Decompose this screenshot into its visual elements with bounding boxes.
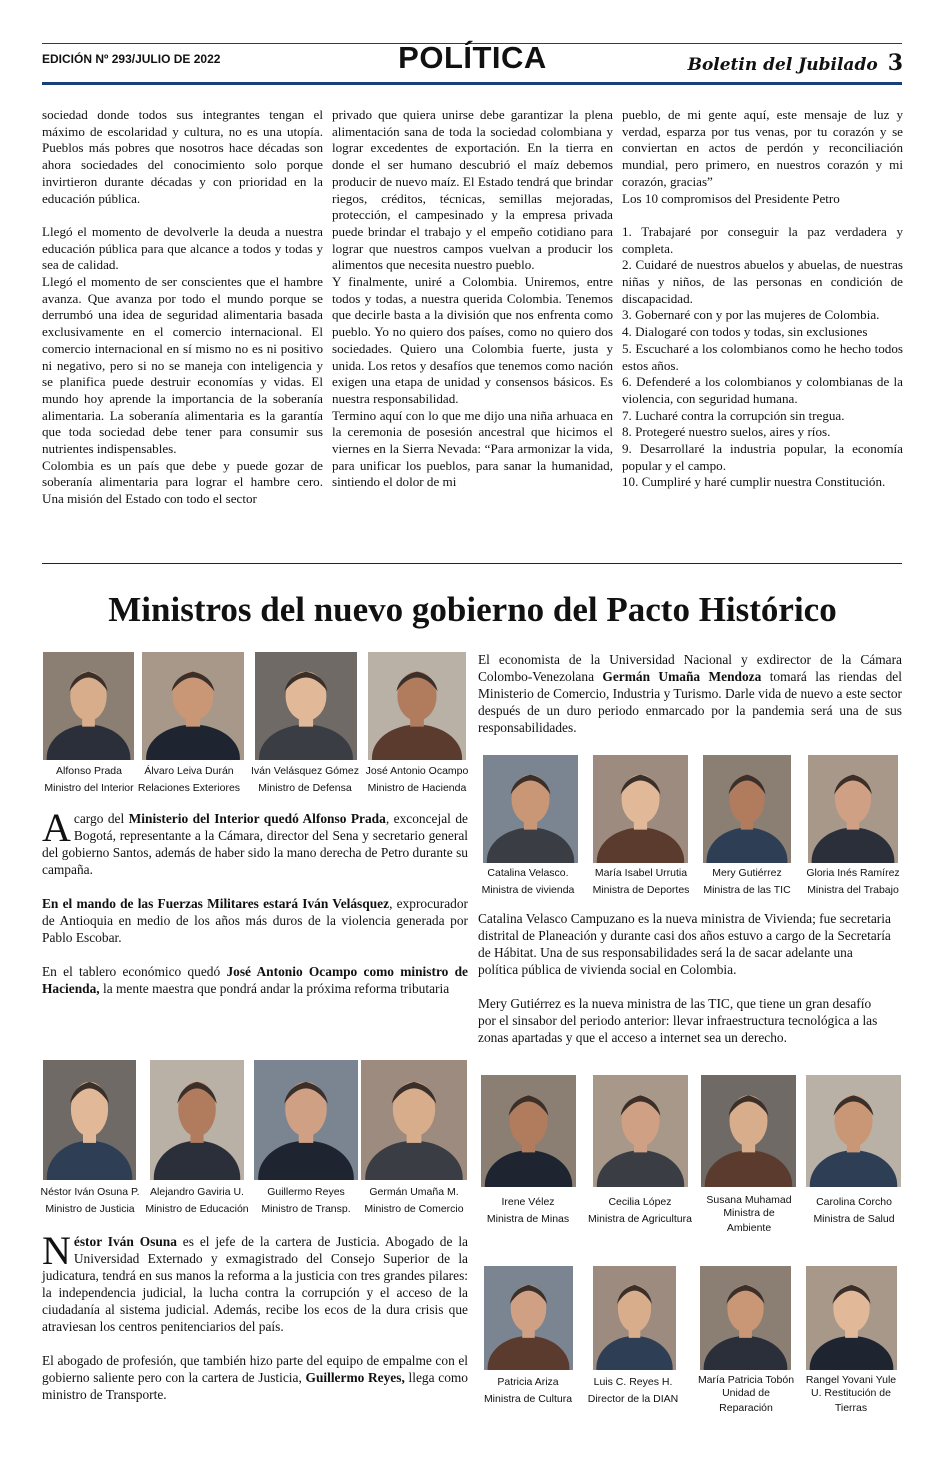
person-silhouette-icon (808, 755, 898, 863)
portrait-photo (703, 755, 791, 863)
portrait-caption (690, 1194, 808, 1237)
person-silhouette-icon (593, 1075, 688, 1187)
minister-role: Ministro de Educación (145, 1203, 249, 1215)
commitment-item: 10. Cumpliré y haré cumplir nuestra Constitución. (622, 474, 886, 490)
minister-role: Ministro de Defensa (258, 782, 352, 794)
minister-name: Iván Velásquez Gómez (251, 765, 359, 777)
person-silhouette-icon (43, 652, 134, 760)
drop-cap: A (42, 805, 71, 850)
portrait-photo (593, 755, 688, 863)
person-silhouette-icon (806, 1075, 901, 1187)
minister-role: Ministra de Deportes (592, 884, 690, 896)
portrait-photo (254, 1060, 358, 1180)
portrait-photo (43, 652, 134, 760)
minister-name: Mery Gutiérrez (712, 867, 782, 879)
minister-name: Guillermo Reyes (267, 1186, 345, 1198)
minister-name: Álvaro Leiva Durán (144, 765, 234, 777)
portrait-photo (142, 652, 244, 760)
portrait-photo (701, 1075, 796, 1187)
portrait-caption (246, 1184, 366, 1218)
commitments-title: Los 10 compromisos del Presidente Petro (622, 190, 840, 206)
minister-name: Patricia Ariza (497, 1376, 559, 1388)
minister-name: Irene Vélez (501, 1196, 555, 1208)
person-silhouette-icon (142, 652, 244, 760)
portrait-caption (140, 1184, 254, 1218)
left-bottom-text (42, 1228, 469, 1403)
headline: Ministros del nuevo gobierno del Pacto Histórico (108, 590, 837, 629)
section-title: POLÍTICA (398, 40, 547, 75)
portrait-caption (582, 865, 700, 899)
left-mid-text (42, 805, 468, 997)
minister-name: Germán Umaña M. (369, 1186, 459, 1198)
minister-role: Director de la DIAN (587, 1393, 679, 1405)
minister-role: Relaciones Exteriores (137, 782, 241, 794)
person-silhouette-icon (703, 755, 791, 863)
minister-name: Susana Muhamad (706, 1194, 792, 1206)
portrait-caption (580, 1194, 700, 1228)
minister-role: Ministro de Transp. (261, 1203, 351, 1215)
person-silhouette-icon (368, 652, 466, 760)
portrait-caption (30, 1184, 150, 1218)
portrait-caption (360, 1184, 468, 1218)
person-silhouette-icon (483, 755, 578, 863)
paper-name (688, 50, 903, 76)
person-silhouette-icon (701, 1075, 796, 1187)
portrait-photo (806, 1266, 897, 1370)
minister-role: Ministro de Hacienda (367, 782, 467, 794)
portrait-photo (361, 1060, 467, 1180)
minister-role: Ministro del Interior (44, 782, 134, 794)
portrait-photo (593, 1266, 676, 1370)
paragraph: El abogado de profesión, que también hizo parte del equipo de empalme con el gobierno saliente pero con la cartera de Justicia, Guillermo Reyes, llega como ministro de Transporte. (42, 1353, 469, 1402)
portrait-caption (470, 1374, 586, 1408)
minister-role: Ministra de Salud (813, 1213, 895, 1225)
portrait-photo (481, 1075, 576, 1187)
portrait-photo (255, 652, 357, 760)
minister-name: María Patricia Tobón (697, 1374, 795, 1386)
minister-role: Ministra de Minas (486, 1213, 570, 1225)
article-column-1 (42, 107, 323, 508)
minister-name: Gloria Inés Ramírez (806, 867, 900, 879)
portrait-caption (470, 1194, 586, 1228)
paragraph: El economista de la Universidad Nacional y exdirector de la Cámara Colombo-Venezolana Germán Umaña Mendoza tomará las riendas del Ministerio de Comercio, Industria y Turismo. Darle vida de nuevo a este sector después de un duro periodo enmarcado por la pandemia será una de sus responsabilidades. (478, 652, 902, 735)
minister-role: Ministro de Comercio (364, 1203, 464, 1215)
person-silhouette-icon (806, 1266, 897, 1370)
paper-title: Boletin del Jubilado (687, 55, 878, 75)
portrait-caption (577, 1374, 689, 1408)
person-silhouette-icon (150, 1060, 244, 1180)
minister-role-line2: Reparación (719, 1402, 773, 1414)
minister-name: Carolina Corcho (816, 1196, 892, 1208)
minister-role: Ministra de Agricultura (588, 1213, 692, 1225)
portrait-caption (352, 763, 482, 797)
minister-name: Luis C. Reyes H. (593, 1376, 673, 1388)
header-bottom-rule (42, 82, 902, 85)
paragraph: pueblo, de mi gente aquí, este mensaje de luz y verdad, esparza por tus venas, por tu corazón y se conviertan en actos de perdón y reconciliación mundial, pero primero, en nuestros corazón y mi corazón, gracias” (622, 107, 903, 189)
article-column-2 (332, 107, 613, 491)
paragraph: sociedad donde todos sus integrantes tengan el máximo de escolaridad y cultura, no es una utopía. Pueblos más pobres que nosotros hace décadas son ahora sociedades del conocimiento solo porque invirtieron durante décadas y con prioridad en la educación pública. (42, 107, 323, 206)
person-silhouette-icon (484, 1266, 573, 1370)
minister-role-line2: Tierras (834, 1402, 868, 1414)
commitment-item: 6. Defenderé a los colombianos y colombianas de la violencia, con seguridad humana. (622, 374, 903, 406)
section-divider (42, 563, 902, 564)
portrait-photo (484, 1266, 573, 1370)
commitment-item: 7. Lucharé contra la corrupción sin tregua. (622, 407, 845, 423)
portrait-caption (462, 865, 594, 899)
paragraph: Mery Gutiérrez es la nueva ministra de las TIC, que tiene un gran desafío por el sinsabor del periodo anterior: llevar infraestructura tecnológica a las zonas apartadas y que el acceso a internet sea un derecho. (478, 996, 878, 1045)
paragraph: Termino aquí con lo que me dijo una niña arhuaca en la ceremonia de posesión ancestral que hicimos el viernes en la Sierra Nevada: “Para armonizar la vida, para unificar los pueblos, para sanar la humanidad, sintiendo el dolor de mi (332, 407, 613, 490)
portrait-photo (483, 755, 578, 863)
commitment-item: 3. Gobernaré con y por las mujeres de Colombia. (622, 307, 880, 323)
portrait-caption (800, 1194, 908, 1228)
paragraph: Y finalmente, uniré a Colombia. Uniremos, entre todos y todas, a nuestra querida Colombia. Tenemos que decirle basta a la división que nos enfrenta como pueblo. Yo no quiero dos países, como no quiero dos sociedades. Quiero una Colombia fuerte, justa y unida. Los retos y desafíos que tenemos como nación exigen una etapa de unidad y consensos básicos. Es nuestra responsabilidad. (332, 274, 613, 406)
paragraph: privado que quiera unirse debe garantizar la plena alimentación sana de toda la sociedad colombiana y lograr excedentes de exportación. En la tierra en donde el ser humano descubrió el maíz debemos producir de nuevo maíz. El Estado tendrá que brindar riegos, créditos, técnicas, semillas mejoradas, protección, el campesinado y la empresa privada puede brindar el trabajo y el empeño cotidiano para lograr que nuestros campos vuelvan a producir los alimentos que necesita nuestro pueblo. (332, 107, 613, 273)
portrait-caption (130, 763, 248, 797)
minister-name: Cecilia López (608, 1196, 672, 1208)
minister-role: U. Restitución de (811, 1387, 891, 1399)
minister-role: Ministro de Justicia (45, 1203, 135, 1215)
minister-role: Ministra de (723, 1207, 775, 1219)
portrait-photo (368, 652, 466, 760)
paragraph: A cargo del Ministerio del Interior quedó Alfonso Prada, exconcejal de Bogotá, representante a la Cámara, director del Sena y secretario general del gobierno Santos, además de haber sido la mano derecha de Petro durante su campaña. (42, 805, 468, 877)
minister-name: Alfonso Prada (56, 765, 122, 777)
minister-name: Rangel Yovani Yule (805, 1374, 897, 1386)
person-silhouette-icon (361, 1060, 467, 1180)
minister-role: Ministra de vivienda (481, 884, 575, 896)
minister-role: Unidad de (722, 1387, 770, 1399)
portrait-photo (150, 1060, 244, 1180)
minister-name: José Antonio Ocampo (365, 765, 469, 777)
article-column-3 (622, 107, 903, 491)
person-silhouette-icon (254, 1060, 358, 1180)
right-intro-text (478, 651, 902, 736)
edition-label: EDICIÓN Nº 293/JULIO DE 2022 (42, 52, 221, 66)
portrait-photo (700, 1266, 791, 1370)
right-mid-text (478, 910, 892, 1046)
minister-role: Ministra del Trabajo (807, 884, 899, 896)
paragraph: Néstor Iván Osuna es el jefe de la cartera de Justicia. Abogado de la Universidad Externado y exmagistrado del Consejo Superior de la judicatura, tendrá en sus manos la reforma a la justicia con tres grandes pilares: la independencia judicial, la lucha contra la corrupción y el acceso de la ciudadanía al sistema judicial. Además, recibe los ecos de la dura crisis que atraviesan los centros penitenciarios del país. (42, 1228, 468, 1334)
portrait-caption (690, 1374, 802, 1417)
minister-role: Ministra de Cultura (483, 1393, 573, 1405)
commitment-item: 4. Dialogaré con todos y todas, sin exclusiones (622, 324, 868, 340)
portrait-photo (808, 755, 898, 863)
person-silhouette-icon (593, 1266, 676, 1370)
minister-name: María Isabel Urrutia (594, 867, 688, 879)
page-number: 3 (887, 50, 903, 76)
paragraph: Llegó el momento de ser conscientes que el hambre avanza. Que avanza por todo el mundo porque se derrumbó una idea de seguridad alimentaria basada exclusivamente en el comercio internacional. El comercio internacional en sí mismo no es ni positivo ni negativo, pero si no se maneja con inteligencia y se planifica puede destruir economías y vidas. El mundo hoy aprende la importancia de la soberanía alimentaria. La soberanía alimentaria es la garantía que toda sociedad debe tener para consumir sus nutrientes indispensables. (42, 274, 323, 457)
drop-cap: N (42, 1228, 71, 1273)
portrait-photo (806, 1075, 901, 1187)
portrait-photo (43, 1060, 136, 1180)
minister-name: Alejandro Gaviria U. (150, 1186, 244, 1198)
person-silhouette-icon (255, 652, 357, 760)
commitment-item: 8. Protegeré nuestro suelos, aires y ríos. (622, 424, 831, 440)
minister-name: Catalina Velasco. (487, 867, 569, 879)
commitment-item: 9. Desarrollaré la industria popular, la economía popular y el campo. (622, 441, 903, 473)
portrait-caption (796, 1374, 906, 1417)
person-silhouette-icon (481, 1075, 576, 1187)
portrait-caption (690, 865, 804, 899)
commitment-item: 1. Trabajaré por conseguir la paz verdadera y completa. (622, 223, 903, 256)
portrait-photo (593, 1075, 688, 1187)
person-silhouette-icon (43, 1060, 136, 1180)
paragraph: Colombia es un país que debe y puede gozar de soberanía alimentaria para lograr el hambre cero. Una misión del Estado con todo el sector (42, 457, 323, 507)
paragraph: En el tablero económico quedó José Antonio Ocampo como ministro de Hacienda, la mente maestra que pondrá andar la próxima reforma tributaria (42, 964, 468, 996)
commitment-item: 5. Escucharé a los colombianos como he hecho todos estos años. (622, 340, 903, 373)
paragraph: Catalina Velasco Campuzano es la nueva ministra de Vivienda; fue secretaria distrital de Planeación y durante casi dos años estuvo a cargo de la Secretaría de Hábitat. Una de sus responsabilidades será la de sacar adelante una política pública de vivienda social en Colombia. (478, 911, 891, 977)
minister-role-line2: Ambiente (726, 1222, 772, 1234)
minister-role: Ministra de las TIC (703, 884, 791, 896)
paragraph: En el mando de las Fuerzas Militares estará Iván Velásquez, exprocurador de Antioquia en medio de los años más duros de la violencia generada por Pablo Escobar. (42, 896, 468, 945)
commitment-item: 2. Cuidaré de nuestros abuelos y abuelas, de nuestras niñas y niños, de las personas en condición de discapacidad. (622, 257, 903, 306)
person-silhouette-icon (593, 755, 688, 863)
paragraph: Llegó el momento de devolverle la deuda a nuestra educación pública para que alcance a todos y todas y sea de calidad. (42, 223, 323, 273)
person-silhouette-icon (700, 1266, 791, 1370)
portrait-caption (790, 865, 916, 899)
minister-name: Néstor Iván Osuna P. (40, 1186, 140, 1198)
